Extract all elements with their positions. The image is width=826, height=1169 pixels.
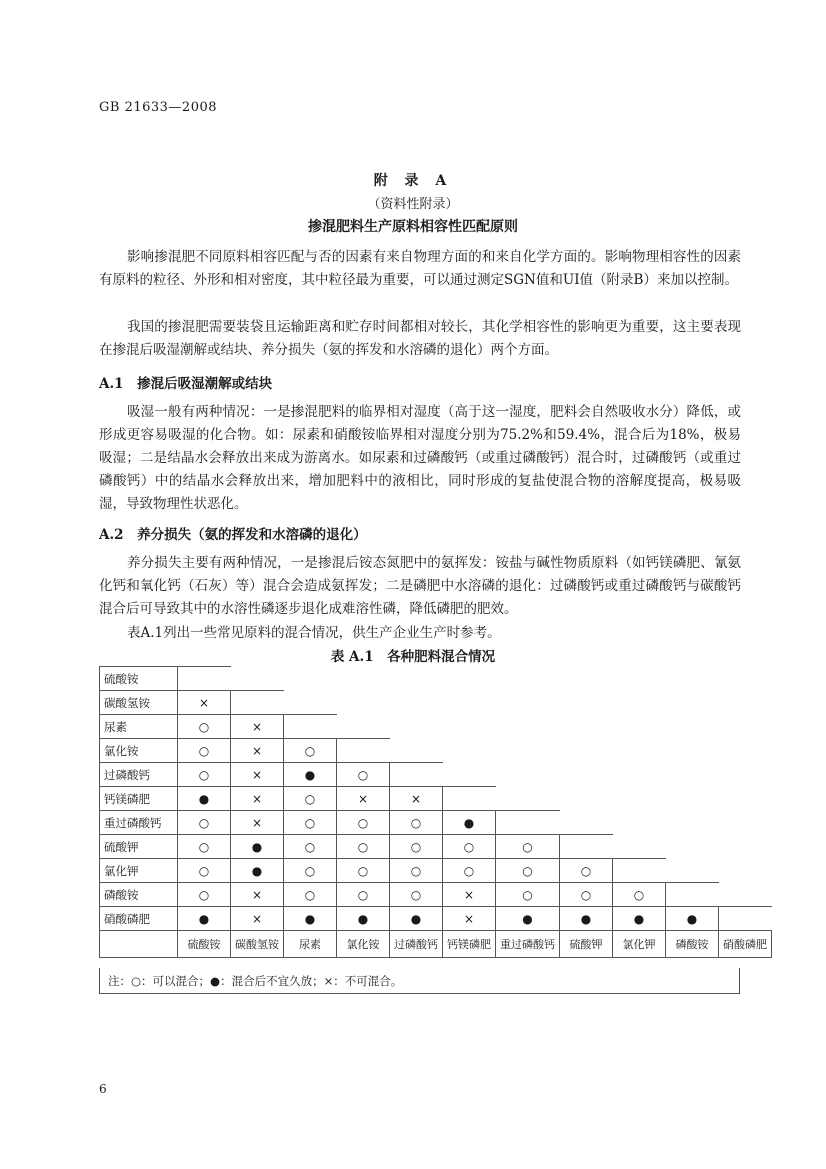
corner-cell — [100, 931, 178, 958]
annex-heading: 掺混肥料生产原料相容性匹配原则 — [308, 219, 518, 235]
mix-cell: ○ — [337, 811, 390, 835]
mix-cell: ○ — [284, 811, 337, 835]
mix-cell: ○ — [178, 715, 231, 739]
section-a2-paragraph-1: 养分损失主要有两种情况，一是掺混后铵态氮肥中的氨挥发：铵盐与碱性物质原料（如钙镁磷肥、氰氨化钙和氧化钙（石灰）等）混合会造成氨挥发；二是磷肥中水溶磷的退化：过磷酸钙或重过磷酸钙与碳酸钙混合后可导致其中的水溶性磷逐步退化成难溶性磷，降低磷肥的肥效。 — [99, 555, 741, 617]
annex-title: 附 录 A — [373, 173, 453, 189]
step-edge — [560, 835, 613, 859]
mix-cell: ○ — [178, 883, 231, 907]
step-edge — [443, 787, 496, 811]
intro-paragraph-2: 我国的掺混肥需要装袋且运输距离和贮存时间都相对较长，其化学相容性的影响更为重要，这主要表现在掺混后吸湿潮解或结块、养分损失（氨的挥发和水溶磷的退化）两个方面。 — [99, 319, 741, 358]
mix-cell: ● — [284, 907, 337, 931]
column-label: 氯化钾 — [613, 931, 666, 958]
row-label: 过磷酸钙 — [100, 763, 178, 787]
mix-cell: ● — [496, 907, 560, 931]
mix-cell: ● — [231, 835, 284, 859]
mix-cell: ○ — [284, 787, 337, 811]
table-note: 注：○：可以混合；●：混合后不宜久放；×：不可混合。 — [99, 968, 740, 994]
table-row — [100, 859, 772, 883]
mix-cell: ○ — [337, 883, 390, 907]
table-row — [100, 667, 772, 691]
mix-cell: ○ — [443, 859, 496, 883]
mix-cell: × — [390, 787, 443, 811]
mix-cell: ● — [284, 763, 337, 787]
column-label: 过磷酸钙 — [390, 931, 443, 958]
table-row — [100, 787, 772, 811]
step-edge — [284, 715, 337, 739]
row-label: 硝酸磷肥 — [100, 907, 178, 931]
step-edge — [178, 667, 231, 691]
mix-cell: ○ — [337, 763, 390, 787]
step-edge — [719, 907, 772, 931]
mix-cell: ○ — [390, 859, 443, 883]
mix-cell: ○ — [178, 859, 231, 883]
mix-cell: × — [443, 907, 496, 931]
mix-cell: × — [337, 787, 390, 811]
mix-cell: ● — [560, 907, 613, 931]
mix-cell: × — [231, 907, 284, 931]
mix-cell: ○ — [390, 883, 443, 907]
step-edge — [666, 883, 719, 907]
row-label: 氯化钾 — [100, 859, 178, 883]
mix-cell: × — [231, 715, 284, 739]
mix-cell: ○ — [178, 835, 231, 859]
step-edge — [337, 739, 390, 763]
row-label: 硫酸钾 — [100, 835, 178, 859]
mix-cell: × — [231, 883, 284, 907]
mix-cell: × — [231, 739, 284, 763]
mix-cell: ○ — [178, 811, 231, 835]
mix-cell: ○ — [337, 859, 390, 883]
column-label: 钙镁磷肥 — [443, 931, 496, 958]
mix-cell: ● — [443, 811, 496, 835]
mix-cell: × — [231, 787, 284, 811]
mix-cell: ○ — [390, 811, 443, 835]
table-row — [100, 883, 772, 907]
mix-cell: ○ — [284, 859, 337, 883]
row-label: 尿素 — [100, 715, 178, 739]
column-label: 硫酸钾 — [560, 931, 613, 958]
section-a2-paragraph-2: 表A.1列出一些常见原料的混合情况，供生产企业生产时参考。 — [127, 625, 501, 641]
column-label: 氯化铵 — [337, 931, 390, 958]
step-edge — [496, 811, 560, 835]
mix-cell: ○ — [560, 859, 613, 883]
mix-cell: ○ — [496, 859, 560, 883]
section-a1-paragraph: 吸湿一般有两种情况：一是掺混肥料的临界相对湿度（高于这一湿度，肥料会自然吸收水分）降低，或形成更容易吸湿的化合物。如：尿素和硝酸铵临界相对湿度分别为75.2%和59.4%，混合后为18%，极易吸湿；二是结晶水会释放出来成为游离水。如尿素和过磷酸钙（或重过磷酸钙）混合时，过磷酸钙（或重过磷酸钙）中的结晶水会释放出来，增加肥料中的液相比，同时形成的复盐使混合物的溶解度提高，极易吸湿，导致物理性状恶化。 — [99, 404, 741, 512]
table-row — [100, 715, 772, 739]
step-edge — [613, 859, 666, 883]
table-row — [100, 691, 772, 715]
column-label: 尿素 — [284, 931, 337, 958]
table-row — [100, 811, 772, 835]
mix-cell: ○ — [284, 835, 337, 859]
mix-cell: ○ — [284, 883, 337, 907]
mix-cell: ● — [613, 907, 666, 931]
intro-paragraph-1: 影响掺混肥不同原料相容匹配与否的因素有来自物理方面的和来自化学方面的。影响物理相容性的因素有原料的粒径、外形和相对密度，其中粒径最为重要，可以通过测定SGN值和UI值（附录B）来加以控制。 — [99, 249, 741, 288]
row-label: 碳酸氢铵 — [100, 691, 178, 715]
mix-cell: ● — [178, 787, 231, 811]
column-label: 硫酸铵 — [178, 931, 231, 958]
step-edge — [231, 691, 284, 715]
mix-cell: × — [231, 763, 284, 787]
row-label: 钙镁磷肥 — [100, 787, 178, 811]
section-a2-title: A.2 养分损失（氨的挥发和水溶磷的退化） — [99, 527, 367, 543]
row-label: 重过磷酸钙 — [100, 811, 178, 835]
mix-cell: ● — [337, 907, 390, 931]
mix-cell: × — [443, 883, 496, 907]
mix-cell: ○ — [443, 835, 496, 859]
mix-cell: ○ — [284, 739, 337, 763]
row-label: 磷酸铵 — [100, 883, 178, 907]
row-label: 氯化铵 — [100, 739, 178, 763]
column-label: 碳酸氢铵 — [231, 931, 284, 958]
mix-cell: ● — [390, 907, 443, 931]
annex-subtitle: （资料性附录） — [367, 197, 459, 212]
mix-cell: ● — [231, 859, 284, 883]
mix-cell: ○ — [337, 835, 390, 859]
mix-cell: ● — [178, 907, 231, 931]
mix-cell: ● — [666, 907, 719, 931]
table-row — [100, 907, 772, 931]
mix-cell: × — [231, 811, 284, 835]
section-a1-title: A.1 掺混后吸湿潮解或结块 — [99, 376, 273, 392]
table-row — [100, 739, 772, 763]
table-caption: 表 A.1 各种肥料混合情况 — [330, 649, 496, 665]
page-number: 6 — [99, 1082, 107, 1096]
fertilizer-mix-table — [99, 666, 772, 958]
mix-cell: ○ — [496, 835, 560, 859]
mix-cell: ○ — [560, 883, 613, 907]
table-row — [100, 835, 772, 859]
column-label: 重过磷酸钙 — [496, 931, 560, 958]
row-label: 硫酸铵 — [100, 667, 178, 691]
column-label: 磷酸铵 — [666, 931, 719, 958]
table-row — [100, 763, 772, 787]
mix-cell: ○ — [178, 763, 231, 787]
standard-number: GB 21633—2008 — [99, 100, 218, 115]
mix-cell: ○ — [178, 739, 231, 763]
mix-cell: ○ — [496, 883, 560, 907]
column-label: 硝酸磷肥 — [719, 931, 772, 958]
mix-cell: × — [178, 691, 231, 715]
step-edge — [390, 763, 443, 787]
column-header-row — [100, 931, 772, 958]
mix-cell: ○ — [613, 883, 666, 907]
mix-cell: ○ — [390, 835, 443, 859]
